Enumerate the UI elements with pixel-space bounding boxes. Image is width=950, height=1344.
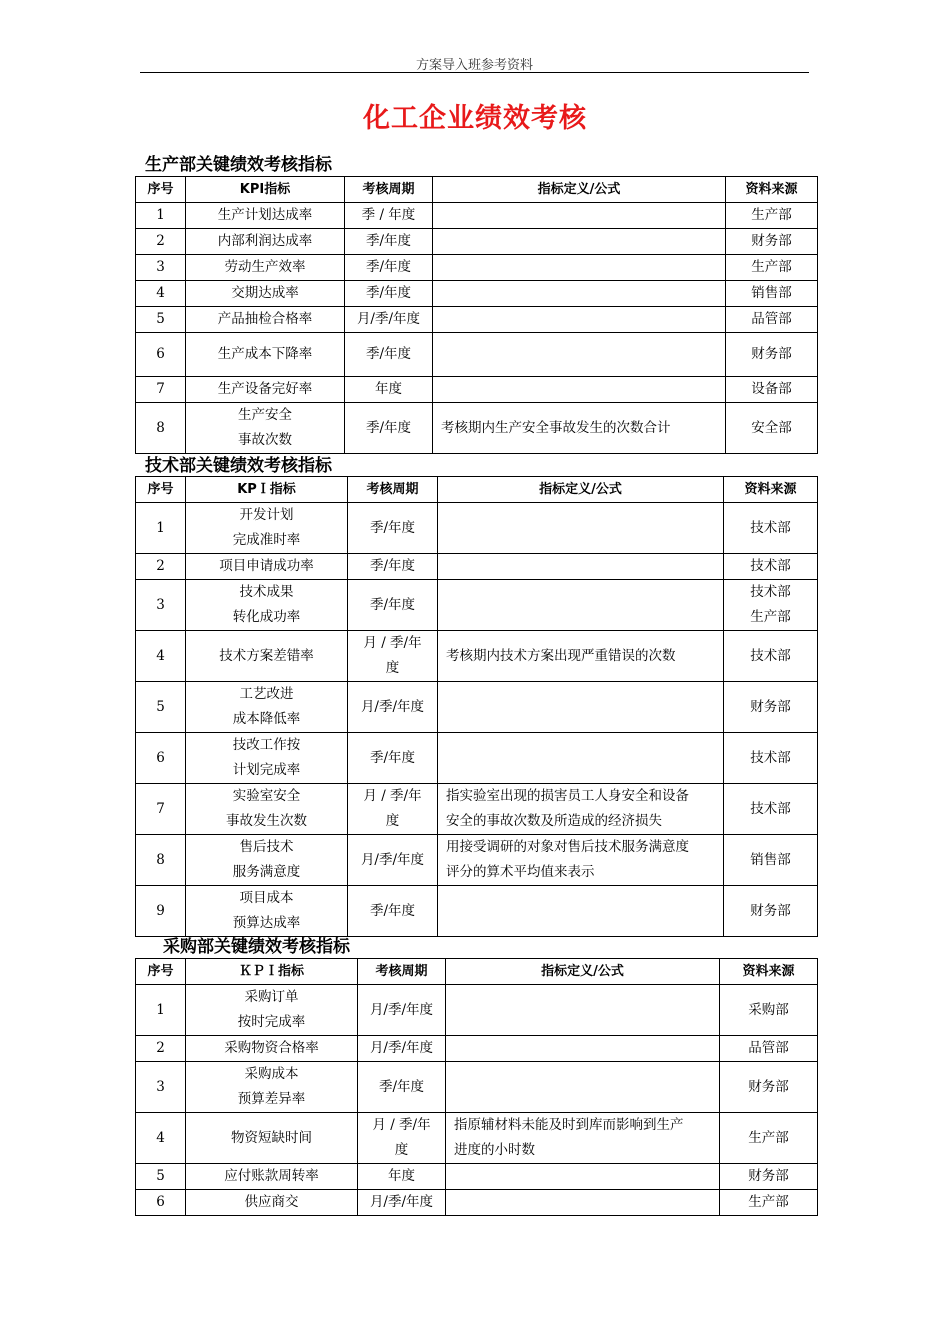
definition-cell: 指原辅材料未能及时到库而影响到生产 进度的小时数 <box>446 1113 720 1164</box>
definition-cell <box>433 255 726 281</box>
column-header: 序号 <box>136 477 186 503</box>
kpi-name-cell: 项目成本 预算达成率 <box>186 886 348 937</box>
table-row <box>136 333 818 377</box>
row-number-cell: 5 <box>136 1164 186 1190</box>
kpi-name-cell: 生产安全 事故次数 <box>186 403 345 454</box>
row-number-cell: 4 <box>136 1113 186 1164</box>
period-cell: 季/年度 <box>345 255 433 281</box>
definition-cell <box>438 580 724 631</box>
table-row <box>136 1036 818 1062</box>
row-number-cell: 1 <box>136 985 186 1036</box>
period-cell: 季/年度 <box>348 733 438 784</box>
kpi-name-cell: 物资短缺时间 <box>186 1113 358 1164</box>
period-cell: 月/季/年度 <box>358 985 446 1036</box>
table-row <box>136 733 818 784</box>
row-number-cell: 5 <box>136 682 186 733</box>
definition-cell <box>446 1164 720 1190</box>
kpi-name-cell: 实验室安全 事故发生次数 <box>186 784 348 835</box>
definition-cell <box>438 503 724 554</box>
row-number-cell: 1 <box>136 503 186 554</box>
definition-cell: 指实验室出现的损害员工人身安全和设备 安全的事故次数及所造成的经济损失 <box>438 784 724 835</box>
document-title: 化工企业绩效考核 <box>363 103 587 134</box>
definition-cell <box>446 985 720 1036</box>
definition-cell <box>438 554 724 580</box>
period-cell: 月 / 季/年 度 <box>348 631 438 682</box>
row-number-cell: 5 <box>136 307 186 333</box>
source-cell: 财务部 <box>726 333 818 377</box>
table-row <box>136 503 818 554</box>
table-row <box>136 784 818 835</box>
definition-cell: 用接受调研的对象对售后技术服务满意度 评分的算术平均值来表示 <box>438 835 724 886</box>
column-header: 考核周期 <box>345 177 433 203</box>
kpi-name-cell: 工艺改进 成本降低率 <box>186 682 348 733</box>
source-cell: 品管部 <box>726 307 818 333</box>
table-row <box>136 631 818 682</box>
table-row <box>136 835 818 886</box>
table-row <box>136 281 818 307</box>
kpi-name-cell: 供应商交 <box>186 1190 358 1216</box>
row-number-cell: 7 <box>136 784 186 835</box>
row-number-cell: 2 <box>136 229 186 255</box>
source-cell: 品管部 <box>720 1036 818 1062</box>
row-number-cell: 7 <box>136 377 186 403</box>
table-row <box>136 1164 818 1190</box>
period-cell: 季 / 年度 <box>345 203 433 229</box>
kpi-name-cell: 生产设备完好率 <box>186 377 345 403</box>
kpi-name-cell: 技术方案差错率 <box>186 631 348 682</box>
row-number-cell: 6 <box>136 333 186 377</box>
column-header: ＫＰＩ指标 <box>186 959 358 985</box>
period-cell: 月/季/年度 <box>345 307 433 333</box>
row-number-cell: 9 <box>136 886 186 937</box>
source-cell: 生产部 <box>726 203 818 229</box>
kpi-name-cell: 技术成果 转化成功率 <box>186 580 348 631</box>
source-cell: 技术部 <box>724 554 818 580</box>
kpi-table-technology <box>135 476 818 937</box>
table-row <box>136 307 818 333</box>
kpi-name-cell: 交期达成率 <box>186 281 345 307</box>
period-cell: 月/季/年度 <box>348 835 438 886</box>
source-cell: 销售部 <box>726 281 818 307</box>
definition-cell: 考核期内技术方案出现严重错误的次数 <box>438 631 724 682</box>
kpi-name-cell: 应付账款周转率 <box>186 1164 358 1190</box>
row-number-cell: 8 <box>136 403 186 454</box>
source-cell: 技术部 <box>724 631 818 682</box>
column-header: 指标定义/公式 <box>438 477 724 503</box>
period-cell: 月 / 季/年 度 <box>348 784 438 835</box>
definition-cell <box>433 229 726 255</box>
row-number-cell: 2 <box>136 1036 186 1062</box>
source-cell: 财务部 <box>724 886 818 937</box>
kpi-name-cell: 生产计划达成率 <box>186 203 345 229</box>
kpi-name-cell: 技改工作按 计划完成率 <box>186 733 348 784</box>
period-cell: 季/年度 <box>345 403 433 454</box>
column-header: 考核周期 <box>348 477 438 503</box>
row-number-cell: 2 <box>136 554 186 580</box>
column-header: 资料来源 <box>720 959 818 985</box>
table-row <box>136 985 818 1036</box>
kpi-name-cell: 售后技术 服务满意度 <box>186 835 348 886</box>
table-row <box>136 229 818 255</box>
period-cell: 年度 <box>345 377 433 403</box>
kpi-name-cell: 开发计划 完成准时率 <box>186 503 348 554</box>
period-cell: 年度 <box>358 1164 446 1190</box>
table-row <box>136 203 818 229</box>
row-number-cell: 4 <box>136 631 186 682</box>
period-cell: 月/季/年度 <box>348 682 438 733</box>
column-header: KPI指标 <box>186 177 345 203</box>
kpi-table-purchasing <box>135 958 818 1216</box>
table-row <box>136 377 818 403</box>
column-header: 考核周期 <box>358 959 446 985</box>
kpi-name-cell: 项目申请成功率 <box>186 554 348 580</box>
row-number-cell: 3 <box>136 255 186 281</box>
definition-cell: 考核期内生产安全事故发生的次数合计 <box>433 403 726 454</box>
row-number-cell: 3 <box>136 1062 186 1113</box>
kpi-name-cell: 劳动生产效率 <box>186 255 345 281</box>
row-number-cell: 6 <box>136 733 186 784</box>
row-number-cell: 3 <box>136 580 186 631</box>
table-row <box>136 1062 818 1113</box>
definition-cell <box>438 886 724 937</box>
period-cell: 月/季/年度 <box>358 1036 446 1062</box>
source-cell: 生产部 <box>720 1113 818 1164</box>
kpi-name-cell: 采购订单 按时完成率 <box>186 985 358 1036</box>
section-title-technology: 技术部关键绩效考核指标 <box>145 456 332 476</box>
period-cell: 季/年度 <box>358 1062 446 1113</box>
kpi-table-production <box>135 176 818 454</box>
kpi-name-cell: 内部利润达成率 <box>186 229 345 255</box>
source-cell: 生产部 <box>726 255 818 281</box>
definition-cell <box>438 682 724 733</box>
column-header: 资料来源 <box>724 477 818 503</box>
column-header: 指标定义/公式 <box>433 177 726 203</box>
definition-cell <box>433 307 726 333</box>
source-cell: 生产部 <box>720 1190 818 1216</box>
kpi-name-cell: 采购成本 预算差异率 <box>186 1062 358 1113</box>
source-cell: 财务部 <box>720 1062 818 1113</box>
column-header: 指标定义/公式 <box>446 959 720 985</box>
period-cell: 季/年度 <box>348 554 438 580</box>
column-header: KPＩ指标 <box>186 477 348 503</box>
period-cell: 季/年度 <box>348 503 438 554</box>
period-cell: 月/季/年度 <box>358 1190 446 1216</box>
definition-cell <box>433 377 726 403</box>
row-number-cell: 1 <box>136 203 186 229</box>
table-row <box>136 403 818 454</box>
source-cell: 采购部 <box>720 985 818 1036</box>
kpi-name-cell: 产品抽检合格率 <box>186 307 345 333</box>
definition-cell <box>433 333 726 377</box>
period-cell: 季/年度 <box>348 580 438 631</box>
definition-cell <box>438 733 724 784</box>
period-cell: 季/年度 <box>345 333 433 377</box>
section-title-purchasing: 采购部关键绩效考核指标 <box>163 937 350 957</box>
source-cell: 财务部 <box>724 682 818 733</box>
definition-cell <box>446 1036 720 1062</box>
source-cell: 销售部 <box>724 835 818 886</box>
column-header: 资料来源 <box>726 177 818 203</box>
source-cell: 技术部 <box>724 503 818 554</box>
kpi-name-cell: 采购物资合格率 <box>186 1036 358 1062</box>
source-cell: 安全部 <box>726 403 818 454</box>
definition-cell <box>433 203 726 229</box>
table-row <box>136 1113 818 1164</box>
table-row <box>136 255 818 281</box>
row-number-cell: 6 <box>136 1190 186 1216</box>
row-number-cell: 8 <box>136 835 186 886</box>
column-header: 序号 <box>136 959 186 985</box>
source-cell: 技术部 生产部 <box>724 580 818 631</box>
source-cell: 财务部 <box>726 229 818 255</box>
table-row <box>136 580 818 631</box>
period-cell: 季/年度 <box>348 886 438 937</box>
definition-cell <box>446 1190 720 1216</box>
table-row <box>136 1190 818 1216</box>
kpi-name-cell: 生产成本下降率 <box>186 333 345 377</box>
period-cell: 月 / 季/年 度 <box>358 1113 446 1164</box>
period-cell: 季/年度 <box>345 281 433 307</box>
row-number-cell: 4 <box>136 281 186 307</box>
section-title-production: 生产部关键绩效考核指标 <box>145 155 332 175</box>
header-divider <box>140 72 809 73</box>
definition-cell <box>446 1062 720 1113</box>
page-header: 方案导入班参考资料 <box>415 58 533 73</box>
source-cell: 设备部 <box>726 377 818 403</box>
source-cell: 技术部 <box>724 733 818 784</box>
table-row <box>136 886 818 937</box>
source-cell: 技术部 <box>724 784 818 835</box>
table-row <box>136 554 818 580</box>
period-cell: 季/年度 <box>345 229 433 255</box>
column-header: 序号 <box>136 177 186 203</box>
table-row <box>136 682 818 733</box>
source-cell: 财务部 <box>720 1164 818 1190</box>
definition-cell <box>433 281 726 307</box>
